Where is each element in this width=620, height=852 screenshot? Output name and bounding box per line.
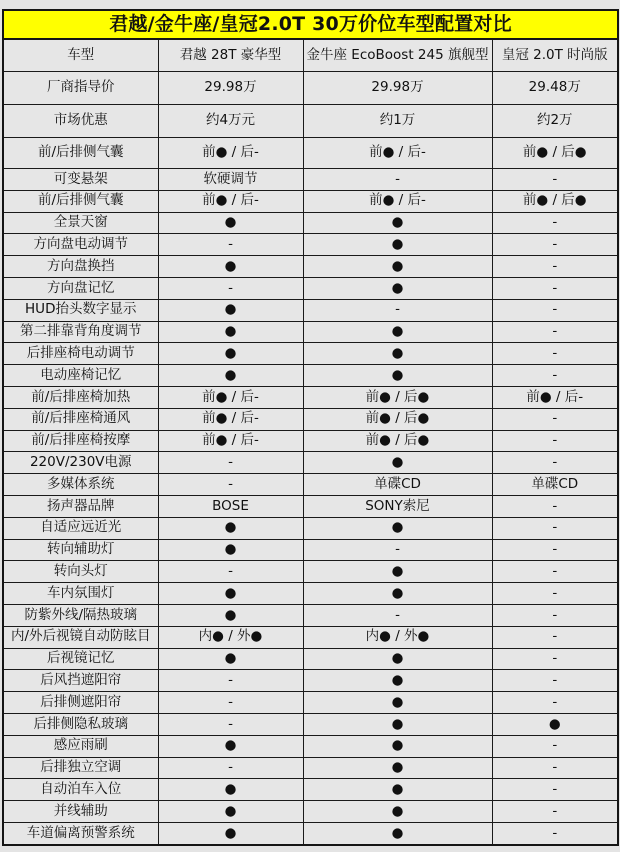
toyota-crown-value: - — [492, 604, 618, 626]
feature-label: 后排侧遮阳帘 — [3, 692, 158, 714]
toyota-crown-value: - — [492, 495, 618, 517]
toyota-crown-value: - — [492, 299, 618, 321]
buick-lacrosse-value: 约4万元 — [158, 105, 303, 138]
feature-label: 多媒体系统 — [3, 474, 158, 496]
buick-lacrosse-value: ● — [158, 801, 303, 823]
ford-taurus-value: 前● / 后- — [303, 190, 492, 212]
table-row — [3, 692, 618, 714]
buick-lacrosse-value: - — [158, 452, 303, 474]
header-row — [3, 39, 618, 72]
buick-lacrosse-value: ● — [158, 604, 303, 626]
table-row — [3, 604, 618, 626]
ford-taurus-value: 29.98万 — [303, 72, 492, 105]
ford-taurus-value: - — [303, 169, 492, 191]
buick-lacrosse-value: - — [158, 234, 303, 256]
buick-lacrosse-value: - — [158, 713, 303, 735]
toyota-crown-value: 约2万 — [492, 105, 618, 138]
table-row — [3, 474, 618, 496]
ford-taurus-value: ● — [303, 822, 492, 844]
ford-taurus-value: ● — [303, 212, 492, 234]
toyota-crown-value: - — [492, 801, 618, 823]
toyota-crown-value: - — [492, 779, 618, 801]
toyota-crown-value: - — [492, 365, 618, 387]
buick-lacrosse-value: - — [158, 757, 303, 779]
feature-label: 前/后排侧气囊 — [3, 138, 158, 169]
table-row — [3, 256, 618, 278]
ford-taurus-value: ● — [303, 343, 492, 365]
feature-label: 可变悬架 — [3, 169, 158, 191]
feature-label: 转向辅助灯 — [3, 539, 158, 561]
toyota-crown-value: - — [492, 648, 618, 670]
ford-taurus-value: 单碟CD — [303, 474, 492, 496]
header-ford-taurus: 金牛座 EcoBoost 245 旗舰型 — [303, 39, 492, 72]
buick-lacrosse-value: ● — [158, 299, 303, 321]
buick-lacrosse-value: BOSE — [158, 495, 303, 517]
ford-taurus-value: - — [303, 539, 492, 561]
toyota-crown-value: - — [492, 583, 618, 605]
table-row — [3, 670, 618, 692]
table-row — [3, 72, 618, 105]
table-row — [3, 561, 618, 583]
toyota-crown-value: - — [492, 539, 618, 561]
table-row — [3, 321, 618, 343]
config-comparison-table — [2, 9, 619, 846]
ford-taurus-value: 前● / 后● — [303, 386, 492, 408]
buick-lacrosse-value: 前● / 后- — [158, 138, 303, 169]
feature-label: 厂商指导价 — [3, 72, 158, 105]
buick-lacrosse-value: - — [158, 670, 303, 692]
buick-lacrosse-value: 前● / 后- — [158, 408, 303, 430]
toyota-crown-value: - — [492, 321, 618, 343]
toyota-crown-value: - — [492, 343, 618, 365]
ford-taurus-value: ● — [303, 321, 492, 343]
ford-taurus-value: ● — [303, 452, 492, 474]
table-row — [3, 138, 618, 169]
toyota-crown-value: - — [492, 212, 618, 234]
ford-taurus-value: 内● / 外● — [303, 626, 492, 648]
table-row — [3, 713, 618, 735]
buick-lacrosse-value: ● — [158, 583, 303, 605]
ford-taurus-value: 约1万 — [303, 105, 492, 138]
table-row — [3, 343, 618, 365]
feature-label: 自动泊车入位 — [3, 779, 158, 801]
table-row — [3, 365, 618, 387]
buick-lacrosse-value: - — [158, 474, 303, 496]
feature-label: 方向盘换挡 — [3, 256, 158, 278]
toyota-crown-value: - — [492, 517, 618, 539]
table-row — [3, 234, 618, 256]
ford-taurus-value: ● — [303, 517, 492, 539]
toyota-crown-value: - — [492, 430, 618, 452]
table-row — [3, 801, 618, 823]
table-row — [3, 169, 618, 191]
buick-lacrosse-value: 前● / 后- — [158, 430, 303, 452]
header-toyota-crown: 皇冠 2.0T 时尚版 — [492, 39, 618, 72]
title-row — [3, 10, 618, 39]
feature-label: 前/后排座椅加热 — [3, 386, 158, 408]
ford-taurus-value: ● — [303, 365, 492, 387]
table-row — [3, 386, 618, 408]
table-row — [3, 735, 618, 757]
toyota-crown-value: - — [492, 670, 618, 692]
feature-label: 后风挡遮阳帘 — [3, 670, 158, 692]
feature-label: 感应雨刷 — [3, 735, 158, 757]
table-row — [3, 277, 618, 299]
buick-lacrosse-value: ● — [158, 212, 303, 234]
feature-label: 后排座椅电动调节 — [3, 343, 158, 365]
ford-taurus-value: - — [303, 299, 492, 321]
toyota-crown-value: 前● / 后● — [492, 138, 618, 169]
buick-lacrosse-value: 前● / 后- — [158, 190, 303, 212]
ford-taurus-value: 前● / 后● — [303, 408, 492, 430]
ford-taurus-value: ● — [303, 735, 492, 757]
ford-taurus-value: 前● / 后● — [303, 430, 492, 452]
header-buick-lacrosse: 君越 28T 豪华型 — [158, 39, 303, 72]
toyota-crown-value: - — [492, 408, 618, 430]
toyota-crown-value: - — [492, 692, 618, 714]
ford-taurus-value: ● — [303, 256, 492, 278]
toyota-crown-value: - — [492, 452, 618, 474]
buick-lacrosse-value: ● — [158, 648, 303, 670]
buick-lacrosse-value: ● — [158, 321, 303, 343]
feature-label: 后视镜记忆 — [3, 648, 158, 670]
table-row — [3, 626, 618, 648]
ford-taurus-value: ● — [303, 757, 492, 779]
table-row — [3, 452, 618, 474]
feature-label: 扬声器品牌 — [3, 495, 158, 517]
buick-lacrosse-value: - — [158, 692, 303, 714]
ford-taurus-value: SONY索尼 — [303, 495, 492, 517]
toyota-crown-value: - — [492, 626, 618, 648]
feature-label: 车内氛围灯 — [3, 583, 158, 605]
feature-label: 前/后排座椅通风 — [3, 408, 158, 430]
ford-taurus-value: ● — [303, 648, 492, 670]
table-body — [3, 72, 618, 845]
ford-taurus-value: ● — [303, 277, 492, 299]
feature-label: 220V/230V电源 — [3, 452, 158, 474]
buick-lacrosse-value: 内● / 外● — [158, 626, 303, 648]
ford-taurus-value: 前● / 后- — [303, 138, 492, 169]
table-row — [3, 757, 618, 779]
table-row — [3, 408, 618, 430]
table-row — [3, 822, 618, 844]
feature-label: 后排独立空调 — [3, 757, 158, 779]
toyota-crown-value: - — [492, 277, 618, 299]
ford-taurus-value: ● — [303, 779, 492, 801]
feature-label: 防紫外线/隔热玻璃 — [3, 604, 158, 626]
comparison-sheet — [2, 9, 617, 846]
feature-label: 转向头灯 — [3, 561, 158, 583]
table-row — [3, 779, 618, 801]
toyota-crown-value: - — [492, 735, 618, 757]
table-row — [3, 105, 618, 138]
table-row — [3, 430, 618, 452]
buick-lacrosse-value: ● — [158, 735, 303, 757]
feature-label: 前/后排侧气囊 — [3, 190, 158, 212]
header-model-label: 车型 — [3, 39, 158, 72]
feature-label: 全景天窗 — [3, 212, 158, 234]
feature-label: 方向盘电动调节 — [3, 234, 158, 256]
feature-label: HUD抬头数字显示 — [3, 299, 158, 321]
toyota-crown-value: 前● / 后- — [492, 386, 618, 408]
toyota-crown-value: 单碟CD — [492, 474, 618, 496]
buick-lacrosse-value: ● — [158, 539, 303, 561]
ford-taurus-value: - — [303, 604, 492, 626]
table-row — [3, 495, 618, 517]
feature-label: 内/外后视镜自动防眩目 — [3, 626, 158, 648]
buick-lacrosse-value: 29.98万 — [158, 72, 303, 105]
feature-label: 自适应远近光 — [3, 517, 158, 539]
toyota-crown-value: - — [492, 234, 618, 256]
buick-lacrosse-value: ● — [158, 256, 303, 278]
ford-taurus-value: ● — [303, 713, 492, 735]
ford-taurus-value: ● — [303, 801, 492, 823]
buick-lacrosse-value: ● — [158, 343, 303, 365]
toyota-crown-value: - — [492, 822, 618, 844]
table-row — [3, 539, 618, 561]
ford-taurus-value: ● — [303, 692, 492, 714]
table-row — [3, 517, 618, 539]
ford-taurus-value: ● — [303, 234, 492, 256]
ford-taurus-value: ● — [303, 561, 492, 583]
buick-lacrosse-value: ● — [158, 779, 303, 801]
toyota-crown-value: 前● / 后● — [492, 190, 618, 212]
toyota-crown-value: 29.48万 — [492, 72, 618, 105]
ford-taurus-value: ● — [303, 583, 492, 605]
toyota-crown-value: - — [492, 169, 618, 191]
feature-label: 第二排靠背角度调节 — [3, 321, 158, 343]
table-row — [3, 648, 618, 670]
feature-label: 并线辅助 — [3, 801, 158, 823]
buick-lacrosse-value: - — [158, 561, 303, 583]
table-row — [3, 212, 618, 234]
buick-lacrosse-value: ● — [158, 517, 303, 539]
feature-label: 市场优惠 — [3, 105, 158, 138]
table-row — [3, 190, 618, 212]
ford-taurus-value: ● — [303, 670, 492, 692]
table-row — [3, 299, 618, 321]
buick-lacrosse-value: 前● / 后- — [158, 386, 303, 408]
toyota-crown-value: - — [492, 256, 618, 278]
table-row — [3, 583, 618, 605]
toyota-crown-value: ● — [492, 713, 618, 735]
buick-lacrosse-value: - — [158, 277, 303, 299]
feature-label: 后排侧隐私玻璃 — [3, 713, 158, 735]
toyota-crown-value: - — [492, 757, 618, 779]
buick-lacrosse-value: ● — [158, 822, 303, 844]
toyota-crown-value: - — [492, 561, 618, 583]
feature-label: 电动座椅记忆 — [3, 365, 158, 387]
feature-label: 车道偏离预警系统 — [3, 822, 158, 844]
feature-label: 前/后排座椅按摩 — [3, 430, 158, 452]
buick-lacrosse-value: 软硬调节 — [158, 169, 303, 191]
buick-lacrosse-value: ● — [158, 365, 303, 387]
table-title: 君越/金牛座/皇冠2.0T 30万价位车型配置对比 — [3, 10, 618, 39]
feature-label: 方向盘记忆 — [3, 277, 158, 299]
